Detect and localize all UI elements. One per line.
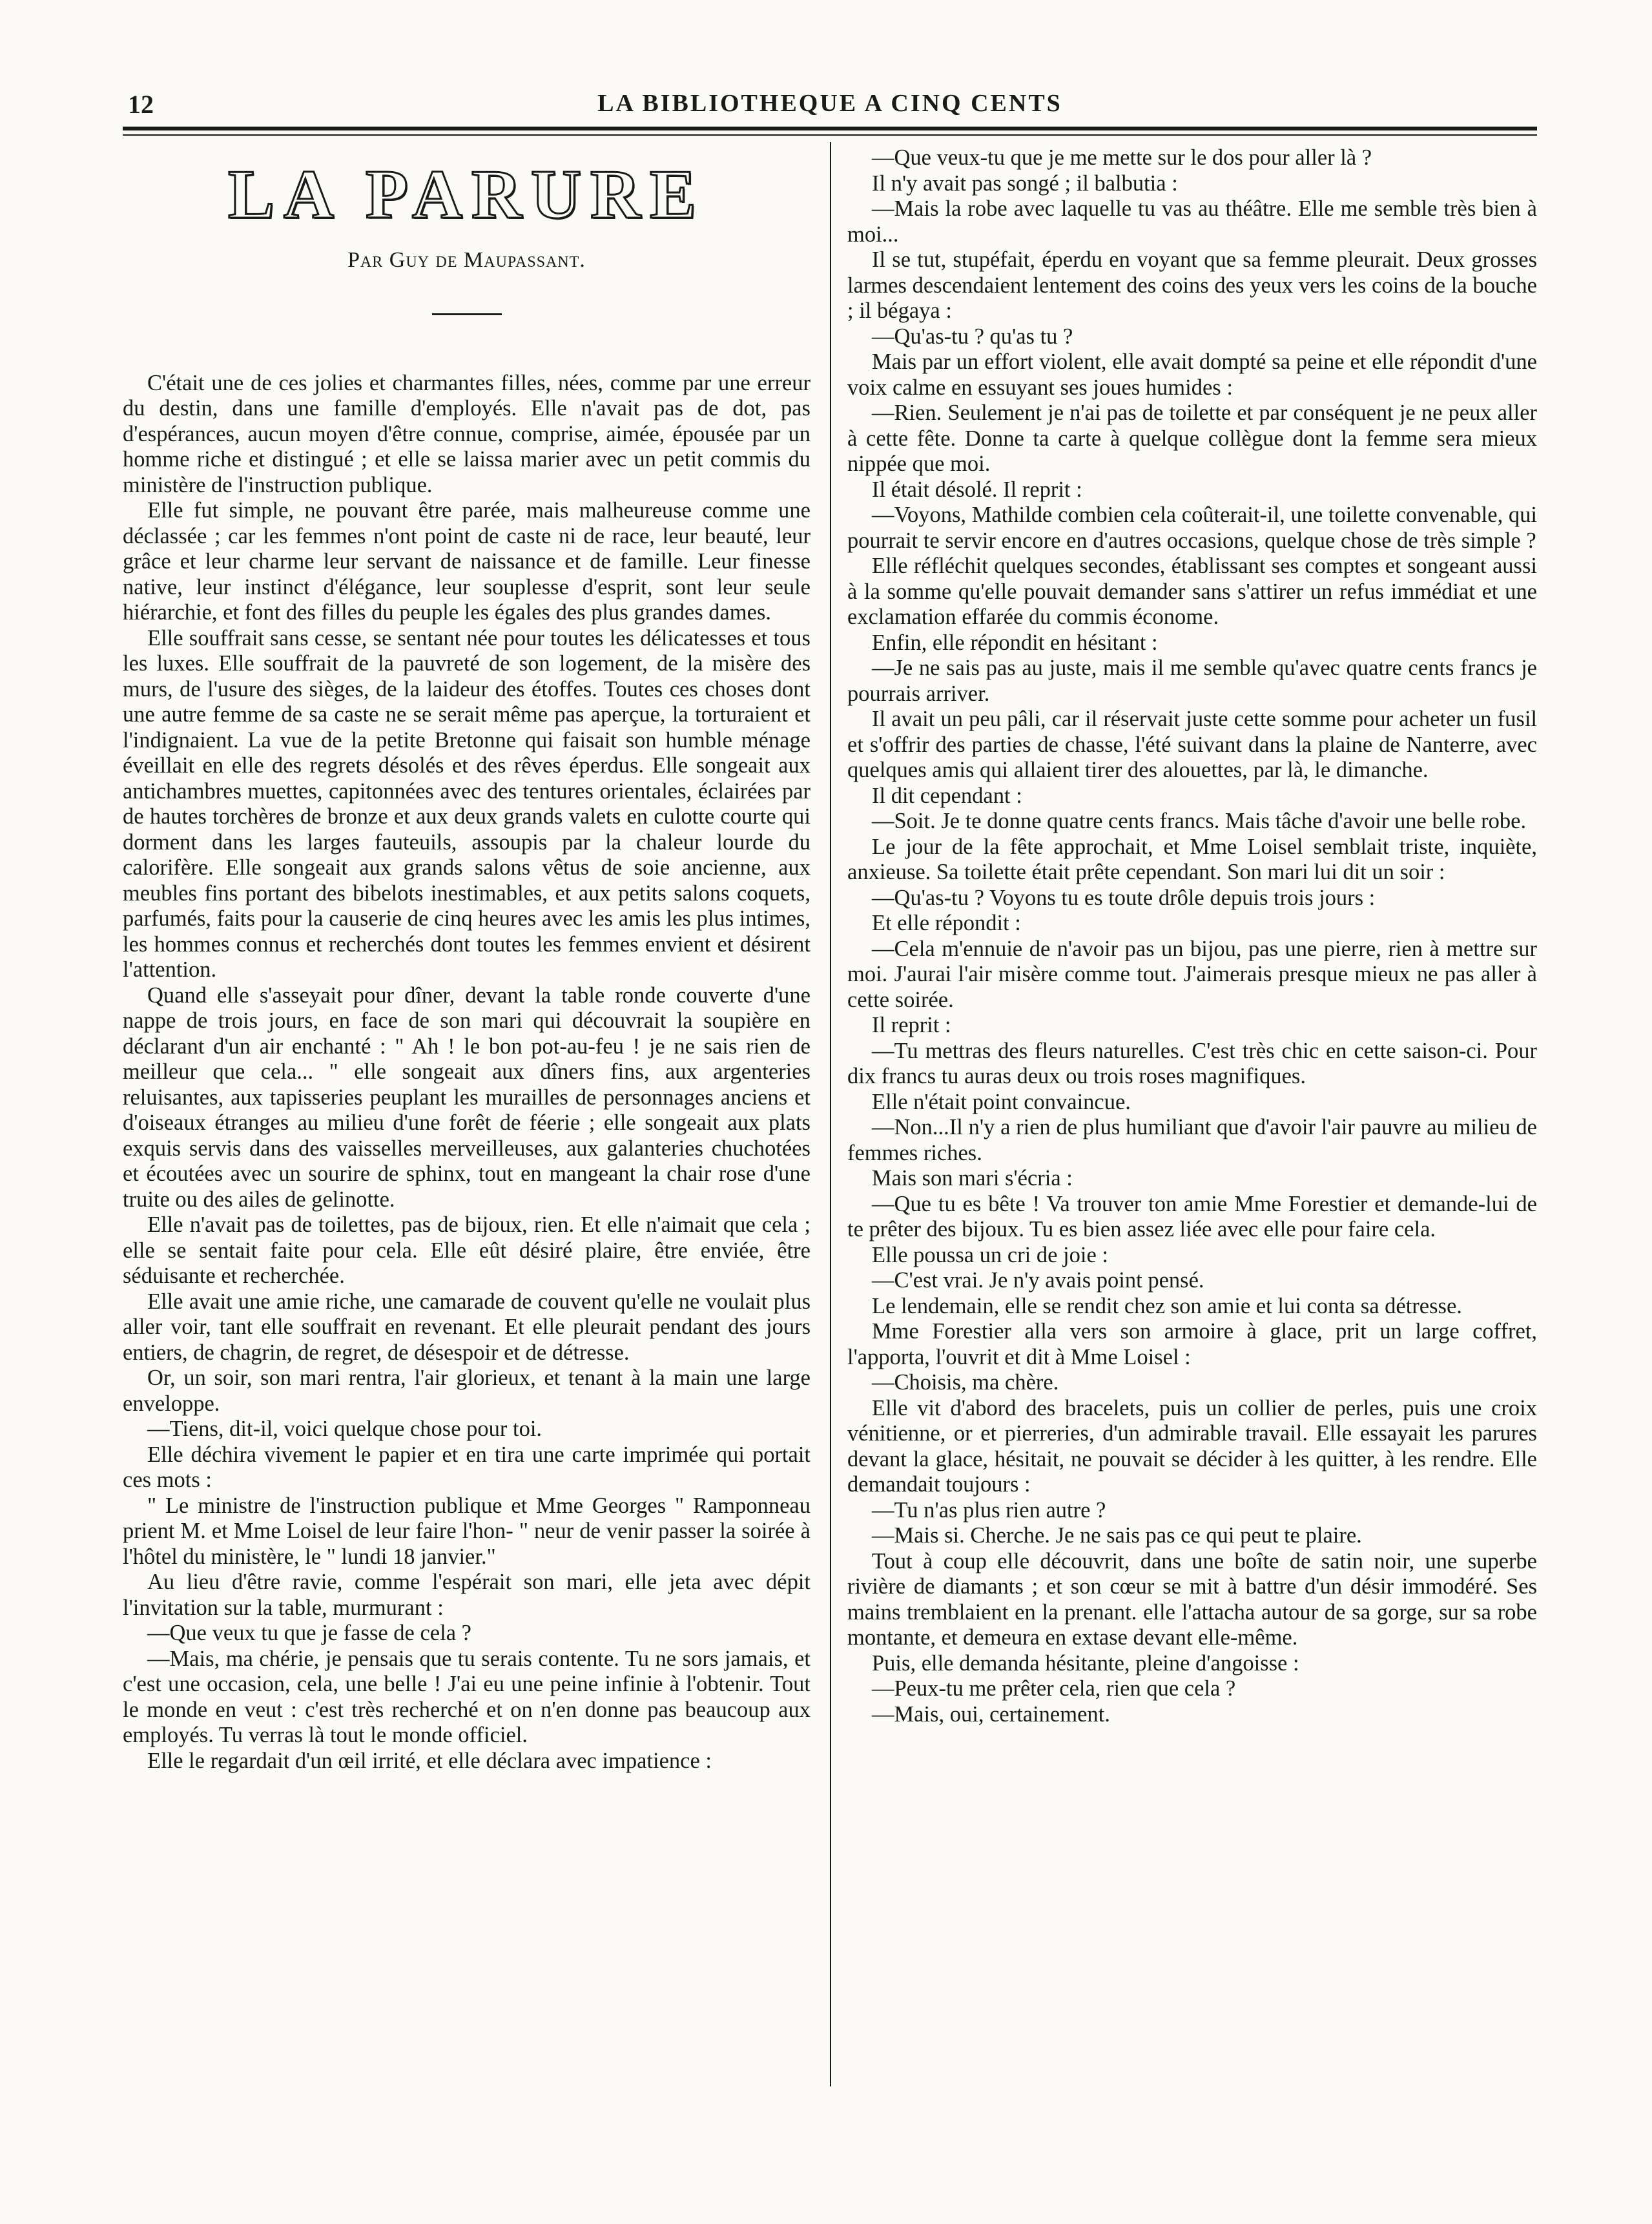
paragraph: —C'est vrai. Je n'y avais point pensé.	[872, 1268, 1204, 1293]
paragraph: —Qu'as-tu ? qu'as tu ?	[872, 324, 1073, 349]
paragraph: Il reprit :	[872, 1013, 951, 1037]
paragraph: —Non...Il n'y a rien de plus humiliant que d'avoir l'air pauvre au milieu de femmes riches.	[847, 1115, 1537, 1165]
right-column	[847, 145, 1537, 1727]
paragraph: —Tu n'as plus rien autre ?	[872, 1497, 1106, 1523]
paragraph: Elle fut simple, ne pouvant être parée, mais malheureuse comme une déclassée ; car les femmes n'ont point de caste ni de race, leur beauté, leur grâce et leur charme leur servant de naissance et de famille. Leur finesse native, leur instinct d'élégance, leur souplesse d'esprit, sont leur seule hiérarchie, et font des filles du peuple les égales des plus grandes dames.	[123, 498, 811, 625]
paragraph: Mais son mari s'écria :	[872, 1166, 1073, 1190]
paragraph: Au lieu d'être ravie, comme l'espérait son mari, elle jeta avec dépit l'invitation sur la table, murmurant :	[123, 1570, 811, 1620]
left-column	[123, 145, 811, 1774]
paragraph: Il avait un peu pâli, car il réservait juste cette somme pour acheter un fusil et s'offrir des parties de chasse, l'été suivant dans la plaine de Nanterre, avec quelques amis qui allaient tirer des alouettes, par là, le dimanche.	[847, 707, 1537, 782]
running-title: LA BIBLIOTHEQUE A CINQ CENTS	[597, 90, 1062, 117]
paragraph: Tout à coup elle découvrit, dans une boîte de satin noir, une superbe rivière de diamants ; et son cœur se mit à battre d'un désir immodéré. Ses mains tremblaient en la prenant. elle l'attacha autour de sa gorge, sur sa robe montante, et demeura en extase devant elle-même.	[847, 1548, 1537, 1650]
magazine-page	[123, 84, 1537, 2151]
paragraph: —Mais la robe avec laquelle tu vas au théâtre. Elle me semble très bien à moi...	[847, 196, 1537, 247]
paragraph: Puis, elle demanda hésitante, pleine d'angoisse :	[872, 1650, 1299, 1676]
story-title: LA PARURE	[227, 156, 706, 233]
header-rule-thin	[123, 134, 1537, 136]
paragraph: Elle réfléchit quelques secondes, établissant ses comptes et songeant aussi à la somme qu'elle pouvait demander sans s'attirer un refus immédiat et une exclamation effarée du commis économe.	[847, 554, 1537, 629]
paragraph: Mme Forestier alla vers son armoire à glace, prit un large coffret, l'apporta, l'ouvrit et dit à Mme Loisel :	[847, 1319, 1537, 1369]
column-divider	[830, 142, 831, 2086]
paragraph: —Cela m'ennuie de n'avoir pas un bijou, pas une pierre, rien à mettre sur moi. J'aurai l'air misère comme tout. J'aimerais presque mieux ne pas aller à cette soirée.	[847, 936, 1537, 1012]
paragraph: —Mais si. Cherche. Je ne sais pas ce qui peut te plaire.	[872, 1523, 1362, 1548]
header-rule-thick	[123, 127, 1537, 130]
paragraph: —Que veux-tu que je me mette sur le dos pour aller là ?	[872, 145, 1372, 170]
paragraph: Elle souffrait sans cesse, se sentant née pour toutes les délicatesses et tous les luxes. Elle souffrait de la pauvreté de son logement, de la misère des murs, de l'usure des sièges, de la laideur des étoffes. Toutes ces choses dont une autre femme de sa caste ne se serait même pas aperçue, la torturaient et l'indignaient. La vue de la petite Bretonne qui faisait son humble ménage éveillait en elle des regrets désolés et des rêves éperdus. Elle songeait aux antichambres muettes, capitonnées avec des tentures orientales, éclairées par de hautes torchères de bronze et aux deux grands valets en culotte courte qui dorment dans les larges fauteuils, assoupis par la chaleur lourde du calorifère. Elle songeait aux grands salons vêtus de soie ancienne, aux meubles fins portant des bibelots inestimables, et aux petits salons coquets, parfumés, faits pour la causerie de cinq heures avec les amis les plus intimes, les hommes connus et recherchés dont toutes les femmes envient et désirent l'attention.	[123, 625, 811, 982]
paragraph: —Qu'as-tu ? Voyons tu es toute drôle depuis trois jours :	[872, 885, 1376, 910]
page-header	[123, 84, 1537, 129]
paragraph: Le jour de la fête approchait, et Mme Loisel semblait triste, inquiète, anxieuse. Sa toilette était prête cependant. Son mari lui dit un soir :	[847, 834, 1537, 884]
paragraph: C'était une de ces jolies et charmantes filles, nées, comme par une erreur du destin, dans une famille d'employés. Elle n'avait pas de dot, pas d'espérances, aucun moyen d'être connue, comprise, aimée, épousée par un homme riche et distingué ; et elle se laissa marier avec un petit commis du ministère de l'instruction publique.	[123, 370, 811, 497]
paragraph: Or, un soir, son mari rentra, l'air glorieux, et tenant à la main une large enveloppe.	[123, 1366, 811, 1416]
paragraph: Et elle répondit :	[872, 911, 1021, 935]
paragraph: Il se tut, stupéfait, éperdu en voyant que sa femme pleurait. Deux grosses larmes descendaient lentement des coins des yeux vers les coins de la bouche ; il bégaya :	[847, 247, 1537, 323]
paragraph: Le lendemain, elle se rendit chez son amie et lui conta sa détresse.	[872, 1293, 1462, 1318]
paragraph: —Tu mettras des fleurs naturelles. C'est très chic en cette saison-ci. Pour dix francs tu auras deux ou trois roses magnifiques.	[847, 1038, 1537, 1088]
paragraph: Elle poussa un cri de joie :	[872, 1242, 1108, 1267]
paragraph: —Choisis, ma chère.	[872, 1370, 1059, 1395]
paragraph: Elle le regardait d'un œil irrité, et elle déclara avec impatience :	[147, 1748, 712, 1773]
paragraph: Elle n'était point convaincue.	[872, 1089, 1131, 1114]
paragraph: —Je ne sais pas au juste, mais il me semble qu'avec quatre cents francs je pourrais arriver.	[847, 656, 1537, 706]
paragraph: —Rien. Seulement je n'ai pas de toilette et par conséquent je ne peux aller à cette fête. Donne ta carte à quelque collègue dont la femme sera mieux nippée que moi.	[847, 400, 1537, 476]
paragraph: Elle déchira vivement le papier et en tira une carte imprimée qui portait ces mots :	[123, 1442, 811, 1492]
paragraph: Elle avait une amie riche, une camarade de couvent qu'elle ne voulait plus aller voir, tant elle souffrait en revenant. Et elle pleurait pendant des jours entiers, de chagrin, de regret, de désespoir et de détresse.	[123, 1289, 811, 1365]
byline: Par Guy de Maupassant.	[347, 248, 586, 272]
paragraph: Quand elle s'asseyait pour dîner, devant la table ronde couverte d'une nappe de trois jours, en face de son mari qui découvrait la soupière en déclarant d'un air enchanté : " Ah ! le bon pot-au-feu ! je ne sais rien de meilleur que cela... " elle songeait aux dîners fins, aux argenteries reluisantes, aux tapisseries peuplant les murailles de personnages anciens et d'oiseaux étranges au milieu d'une forêt de féerie ; elle songeait aux plats exquis servis dans des vaisselles merveilleuses, aux galanteries chuchotées et écoutées avec un sourire de sphinx, tout en mangeant la chair rose d'une truite ou des ailes de gelinotte.	[123, 982, 811, 1212]
paragraph: —Voyons, Mathilde combien cela coûterait-il, une toilette convenable, qui pourrait te servir encore en d'autres occasions, quelque chose de très simple ?	[847, 503, 1537, 553]
paragraph: Il n'y avait pas songé ; il balbutia :	[872, 171, 1178, 196]
paragraph: Enfin, elle répondit en hésitant :	[872, 630, 1158, 655]
paragraph: " Le ministre de l'instruction publique et Mme Georges " Ramponneau prient M. et Mme Loisel de leur faire l'hon- " neur de venir passer la soirée à l'hôtel du ministère, le " lundi 18 janvier."	[123, 1493, 811, 1569]
paragraph: —Tiens, dit-il, voici quelque chose pour toi.	[147, 1417, 542, 1441]
paragraph: Elle n'avait pas de toilettes, pas de bijoux, rien. Et elle n'aimait que cela ; elle se sentait faite pour cela. Elle eût désiré plaire, être enviée, être séduisante et recherchée.	[123, 1212, 811, 1288]
paragraph: —Mais, oui, certainement.	[872, 1701, 1110, 1727]
paragraph: Il dit cependant :	[872, 783, 1022, 808]
paragraph: —Peux-tu me prêter cela, rien que cela ?	[872, 1676, 1236, 1701]
title-block	[123, 145, 811, 315]
paragraph: Il était désolé. Il reprit :	[872, 477, 1082, 502]
paragraph: —Soit. Je te donne quatre cents francs. Mais tâche d'avoir une belle robe.	[872, 809, 1527, 833]
page-number: 12	[128, 90, 154, 119]
paragraph: —Que veux tu que je fasse de cela ?	[147, 1621, 471, 1645]
paragraph: —Que tu es bête ! Va trouver ton amie Mme Forestier et demande-lui de te prêter des bijoux. Tu es bien assez liée avec elle pour faire cela.	[847, 1191, 1537, 1242]
title-separator-rule	[432, 313, 502, 315]
paragraph: Elle vit d'abord des bracelets, puis un collier de perles, puis une croix vénitienne, or et pierreries, d'un admirable travail. Elle essayait les parures devant la glace, hésitait, ne pouvait se décider à les quitter, à les rendre. Elle demandait toujours :	[847, 1395, 1537, 1497]
paragraph: —Mais, ma chérie, je pensais que tu serais contente. Tu ne sors jamais, et c'est une occasion, cela, une belle ! J'ai eu une peine infinie à l'obtenir. Tout le monde en veut : c'est très recherché et on n'en donne pas beaucoup aux employés. Tu verras là tout le monde officiel.	[123, 1646, 811, 1747]
paragraph: Mais par un effort violent, elle avait dompté sa peine et elle répondit d'une voix calme en essuyant ses joues humides :	[847, 349, 1537, 400]
